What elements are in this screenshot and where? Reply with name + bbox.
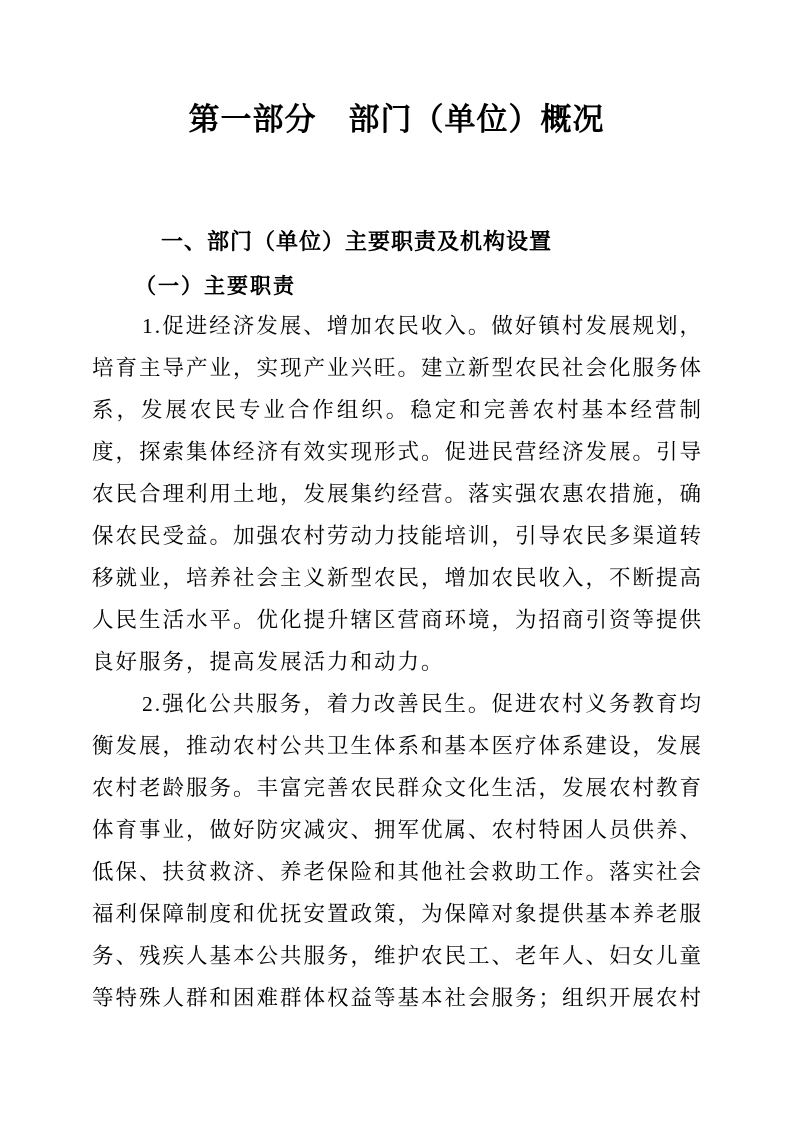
document-title: 第一部分 部门（单位）概况 (188, 102, 605, 137)
section-heading-duties-and-structure: 一、部门（单位）主要职责及机构设置 (161, 229, 553, 254)
document-body (0, 227, 793, 1019)
paragraph-duty-2-public-services: 2.强化公共服务，着力改善民生。促进农村义务教育均衡发展，推动农村公共卫生体系和基本医疗体系建设，发展农村老龄服务。丰富完善农民群众文化生活，发展农村教育体育事业，做好防灾减灾、拥军优属、农村特困人员供养、低保、扶贫救济、养老保险和其他社会救助工作。落实社会福利保障制度和优抚安置政策，为保障对象提供基本养老服务、残疾人基本公共服务，维护农民工、老年人、妇女儿童等特殊人群和困难群体权益等基本社会服务；组织开展农村 (92, 692, 704, 1010)
paragraph-duty-1-economic-development: 1.促进经济发展、增加农民收入。做好镇村发展规划，培育主导产业，实现产业兴旺。建立新型农民社会化服务体系，发展农民专业合作组织。稳定和完善农村基本经营制度，探索集体经济有效实现形式。促进民营经济发展。引导农民合理利用土地，发展集约经营。落实强农惠农措施，确保农民受益。加强农村劳动力技能培训，引导农民多渠道转移就业，培养社会主义新型农民，增加农民收入，不断提高人民生活水平。优化提升辖区营商环境，为招商引资等提供良好服务，提高发展活力和动力。 (92, 314, 704, 674)
subsection-heading-main-duties: （一）主要职责 (135, 274, 296, 298)
